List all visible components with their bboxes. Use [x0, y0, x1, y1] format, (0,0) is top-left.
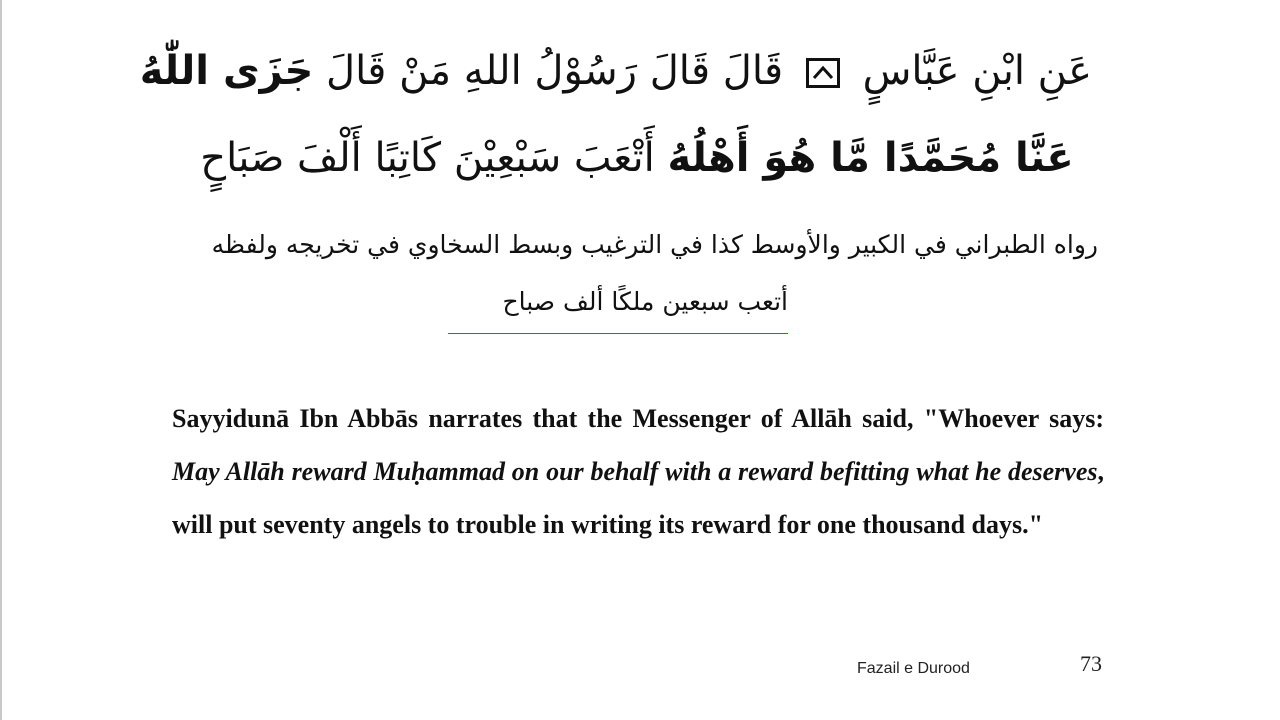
hadith-quote-intro: قَالَ قَالَ رَسُوْلُ اللهِ مَنْ قَالَ [326, 48, 784, 94]
english-translation [172, 392, 1104, 551]
hadith-dua-start: جَزَى اللّٰهُ [139, 48, 314, 94]
translation-outro: , will put seventy angels to trouble in writing its reward for one thousand days." [172, 457, 1104, 539]
reference-arabic-line-2: أتعب سبعين ملكًا ألف صباح [502, 287, 788, 316]
hadith-reward-text: أَتْعَبَ سَبْعِيْنَ كَاتِبًا أَلْفَ صَبَاحٍ [200, 135, 655, 181]
page-number: 73 [1080, 651, 1102, 676]
translation-dua-italic: May Allāh reward Muḥammad on our behalf with a reward befitting what he deserves [172, 457, 1098, 486]
hadith-arabic-line-1 [139, 48, 1092, 94]
hadith-dua-end: عَنَّا مُحَمَّدًا مَّا هُوَ أَهْلُهُ [667, 135, 1074, 181]
reference-arabic-line-1: رواه الطبراني في الكبير والأوسط كذا في الترغيب وبسط السخاوي في تخريجه ولفظه [211, 230, 1098, 259]
hadith-narrator-text: عَنِ ابْنِ عَبَّاسٍ [862, 48, 1092, 94]
book-title-footer: Fazail e Durood [857, 660, 970, 677]
reference-underline [448, 333, 788, 334]
hadith-arabic-line-2 [182, 135, 1092, 181]
salutation-glyph-icon [806, 58, 840, 88]
translation-intro: Sayyidunā Ibn Abbās narrates that the Messenger of Allāh said, "Whoever says: [172, 404, 1104, 433]
